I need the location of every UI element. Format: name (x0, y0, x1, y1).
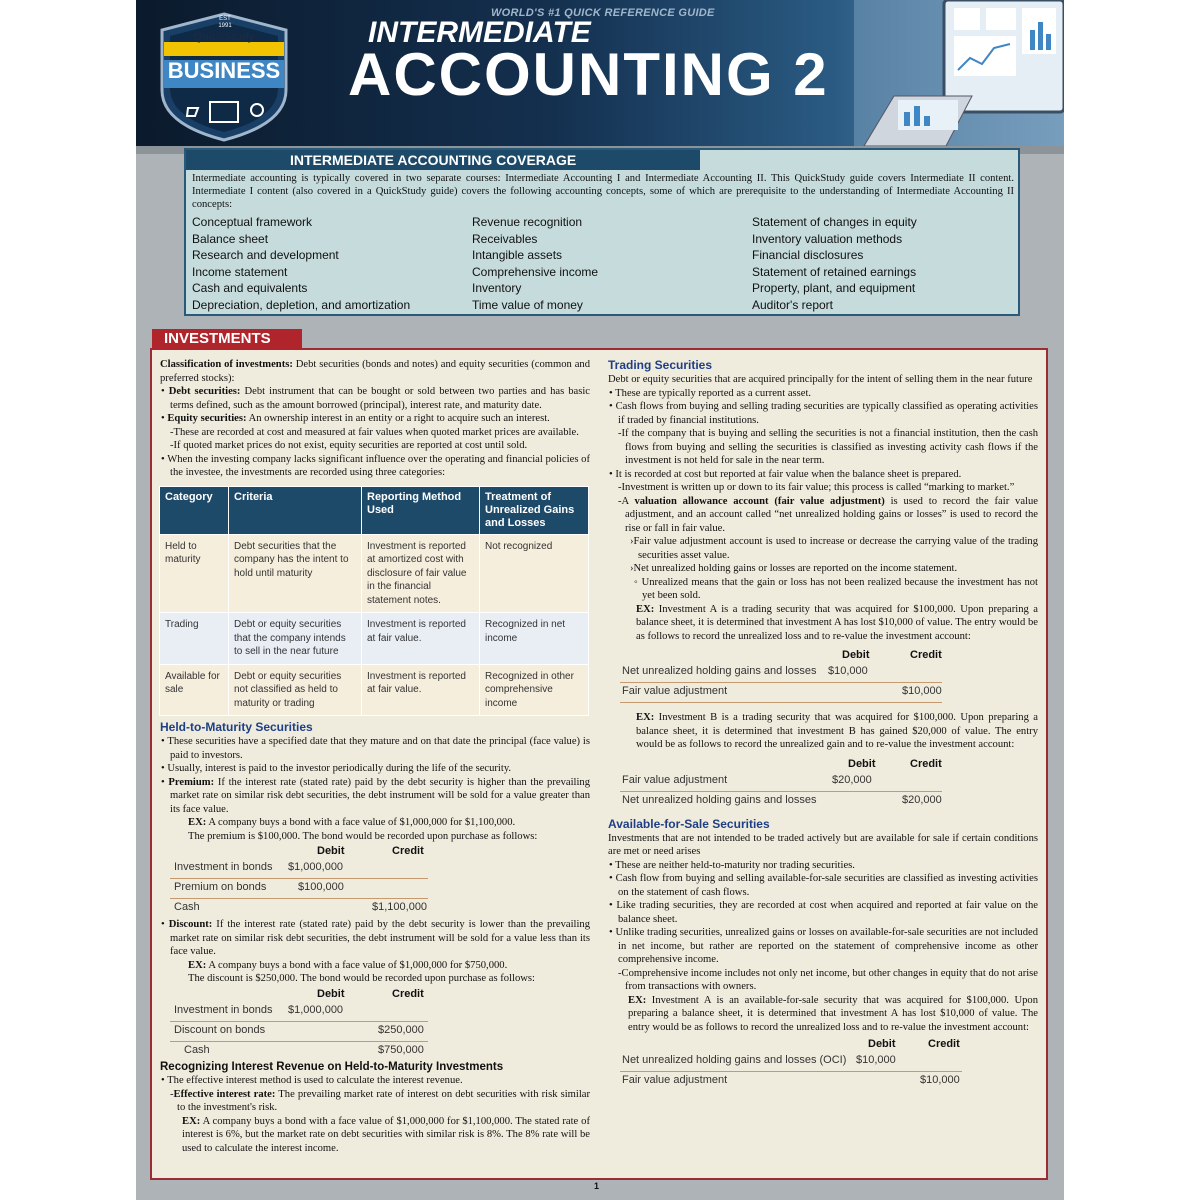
rec-b1: The effective interest method is used to calculate the interest revenue. (167, 1075, 463, 1086)
table-cell: Debt or equity securities not classified as held to maturity or trading (229, 664, 362, 716)
je-credit: $10,000 (920, 1074, 960, 1086)
journal-entry-afs-a (620, 1036, 962, 1091)
badge-year: 1991 (218, 23, 232, 29)
coverage-item: Receivables (472, 231, 538, 246)
premium-ex-2: The premium is $100,000. The bond would be recorded upon purchase as follows: (188, 830, 538, 842)
je-debit-header: Debit (848, 757, 876, 770)
je-row (170, 1042, 428, 1061)
je-account: Fair value adjustment (622, 1074, 728, 1086)
coverage-item: Comprehensive income (472, 264, 599, 279)
je-row (620, 772, 942, 792)
coverage-item: Time value of money (472, 297, 583, 312)
coverage-item: Depreciation, depletion, and amortization (192, 297, 411, 312)
je-debit-header: Debit (868, 1038, 896, 1050)
ex-label: EX: (182, 1115, 201, 1127)
badge-category: BUSINESS (167, 58, 281, 83)
coverage-col-3 (752, 214, 917, 314)
je-row (620, 1072, 962, 1091)
je-account: Fair value adjustment (622, 773, 728, 786)
eff-ex: A company buys a bond with a face value of $1,000,000 for $1,100,000. The stated rate of interest is 6%, but the market rate on debt securities with similar risk is 8%. The 8% rate will be used to calculate the interest income. (182, 1115, 590, 1154)
table-cell: Debt securities that the company has the intent to hold until maturity (229, 534, 362, 613)
coverage-item: Income statement (192, 264, 288, 279)
je-account: Premium on bonds (174, 881, 267, 893)
premium-label: Premium: (168, 776, 215, 788)
trading-b3-sub5: Unrealized means that the gain or loss has not been realized because the investment has not yet been sold. (641, 576, 1038, 601)
classification-label: Classification of investments: (160, 359, 293, 370)
htm-title: Held-to-Maturity Securities (160, 720, 313, 734)
page-number: 1 (594, 1181, 600, 1191)
je-debit-header: Debit (317, 987, 345, 1000)
trading-b2: Cash flows from buying and selling trading securities are typically classified as operating activities if traded by financial institutions. (615, 401, 1038, 426)
je-account: Cash (174, 901, 200, 913)
je-row (620, 683, 942, 703)
debt-label: Debt securities: (168, 386, 241, 397)
investments-title: INVESTMENTS (152, 329, 302, 349)
table-cell: Not recognized (480, 534, 589, 613)
discount-text: If the interest rate (stated rate) paid by the debt security is lower than the prevailing market rate on similar risk debt securities, the debt instrument will be sold for a value less than its face value. (170, 919, 590, 957)
trading-b3-sub3: Fair value adjustment account is used to increase or decrease the carrying value of the trading securities asset value. (633, 536, 1038, 561)
table-header: Criteria (229, 486, 362, 534)
trading-b3: It is recorded at cost but reported at fair value when the balance sheet is prepared. (615, 468, 962, 480)
guide-sheet (136, 0, 1064, 1200)
ex-label: EX: (188, 817, 207, 828)
title-line-1: INTERMEDIATE (368, 16, 591, 49)
je-debit: $10,000 (828, 665, 868, 677)
trading-ex-b: Investment B is a trading security that was acquired for $100,000. Upon preparing a balance sheet, it is determined that investment B has gained $20,000 of value. The entry would be as follows to record the unrealized gain and to re-value the investment account: (636, 712, 1038, 750)
je-account: Discount on bonds (174, 1023, 266, 1036)
table-cell: Investment is reported at fair value. (362, 613, 480, 665)
je-row (170, 1002, 428, 1022)
afs-intro: Investments that are not intended to be traded actively but are available for sale if certain conditions are met or need arises (608, 832, 1038, 857)
coverage-item: Statement of retained earnings (752, 264, 917, 279)
je-row (620, 792, 942, 811)
tagline: WORLD'S #1 QUICK REFERENCE GUIDE (491, 7, 715, 19)
afs-b3: Like trading securities, they are recorded at cost when acquired and reported at fair value on the balance sheet. (616, 900, 1038, 925)
je-account: Cash (184, 1043, 210, 1056)
table-cell: Debt or equity securities that the company intends to sell in the near future (229, 613, 362, 665)
table-header: Treatment of Unrealized Gains and Losses (480, 486, 589, 534)
trading-title: Trading Securities (608, 358, 713, 372)
table-header: Reporting Method Used (362, 486, 480, 534)
discount-ex-2: The discount is $250,000. The bond would be recorded upon purchase as follows: (188, 973, 535, 984)
journal-entry-discount (170, 986, 428, 1061)
equity-label: Equity securities: (167, 413, 247, 424)
investments-right-column: Trading Securities Debt or equity securities that are acquired principally for the intent of selling them in the near future • These are typically reported as a current asset. • Cash flows from buying and selling trading securities are typically classified as operating activities if traded by financial institutions. -If the company that is buying and selling the securities is not a financial institution, then the cash flows from buying and selling the securities is classified as investing activity cash flows if the investment is not held for sale in the near term. • It is recorded at cost but reported at fair value when the balance sheet is prepared. -Investment is written up or down to its fair value; this process is called “marking to market.” -A valuation allowance account (fair value adjustment) is used to record the fair value adjustment, and an account called “net unrealized holding gains or losses” is used to record the rise or fall in fair value. ›Fair value adjustment account is used to increase or decrease the carrying value of the trading securities asset value. ›Net unrealized holding gains or losses are reported on the income statement. ◦ Unrealized means that the gain or loss has not been realized because the investment has not yet been sold. EX: Investment A is a trading security that was acquired for $100,000. Upon preparing a balance sheet, it is determined that investment A has lost $10,000 of value. The entry would be as follows to record the unrealized loss and to re-value the investment account: Debit Credit Net unrealized holding gains and losses $10,000 Fair value adjustment $10,000 EX: Investment B is a trading security that was acquired for $100,000. Upon preparing a balance sheet, it is determined that investment B has gained $20,000 of value. The entry would be as follows to record the unrealized gain and to re-value the investment account: Debit Credit Fair value adjustment $20,000 Net unrealized holding gains and losses $20,000 Available-for-Sale Securities Investments that are not intended to be traded actively but are available for sale if certain conditions are met or need arises • These are neither held-to-maturity nor trading securities. • Cash flow from buying and selling available-for-sale securities are classified as investing activities on the statement of cash flows. • Like trading securities, they are recorded at cost when acquired and reported at fair value on the balance sheet. • Unlike trading securities, unrealized gains or losses on available-for-sale securities are not included in net income, but rather are reported on the statement of comprehensive income as other comprehensive income. -Comprehensive income includes not only net income, but other changes in equity that do not arise from transactions with owners. EX: Investment A is an available-for-sale security that was acquired for $100,000. Upon preparing a balance sheet, it is determined that investment A has lost $10,000 of value. The entry would be as follows to record the unrealized loss and to re-value the investment account: Debit Credit Net unrealized holding gains and losses (OCI) $10,000 Fair value adjustment $10,000 (608, 358, 1038, 1091)
debt-text: Debt instrument that can be bought or sold between two parties and has basic terms defined, such as the amount borrowed (principal), interest rate, and maturity date. (170, 386, 590, 411)
journal-entry-trading-b (620, 756, 942, 811)
je-debit: $20,000 (832, 773, 872, 786)
table-header: Category (160, 486, 229, 534)
je-credit-header: Credit (392, 987, 424, 1000)
je-row (170, 859, 428, 879)
coverage-item: Statement of changes in equity (752, 215, 917, 229)
afs-b4: Unlike trading securities, unrealized gains or losses on available-for-sale securities are not included in net income, but rather are reported on the statement of comprehensive income as other comprehensive income. (615, 927, 1038, 965)
je-row (620, 663, 942, 683)
je-credit-header: Credit (910, 757, 942, 770)
trading-b3-sub2a: A (621, 495, 635, 507)
afs-b2: Cash flow from buying and selling available-for-sale securities are classified as investing activities on the statement of cash flows. (615, 873, 1039, 898)
journal-entry-trading-a (620, 647, 942, 703)
je-credit: $20,000 (902, 793, 942, 806)
je-row (620, 1052, 962, 1072)
coverage-item: Revenue recognition (472, 215, 583, 229)
investments-panel (150, 348, 1048, 1180)
table-row (160, 664, 589, 716)
trading-b1: These are typically reported as a current asset. (615, 387, 812, 399)
je-row (170, 899, 428, 918)
coverage-item: Auditor's report (752, 297, 833, 312)
htm-b2: Usually, interest is paid to the investor periodically during the life of the security. (167, 763, 512, 774)
table-cell: Held to maturity (160, 534, 229, 613)
eff-text: The prevailing market rate of interest on debt securities with risk similar to the investment's risk. (177, 1088, 590, 1113)
table-cell: Investment is reported at fair value. (362, 664, 480, 716)
coverage-panel (184, 148, 1020, 316)
journal-entry-premium (170, 843, 428, 918)
trading-b3-sub1: Investment is written up or down to its fair value; this process is called “marking to market.” (621, 482, 1015, 493)
table-cell: Investment is reported at amortized cost with disclosure of fair value in the financial statement notes. (362, 534, 480, 613)
classification-text: Debt securities (bonds and notes) and equity securities (common and preferred stocks): (160, 359, 590, 384)
laptop-chart-icon (854, 0, 1064, 146)
je-account: Fair value adjustment (622, 685, 728, 697)
coverage-item: Cash and equivalents (192, 281, 308, 296)
je-credit-header: Credit (928, 1038, 960, 1050)
trading-ex-a: Investment A is a trading security that was acquired for $100,000. Upon preparing a balance sheet, it is determined that investment A has lost $10,000 of value. The entry would be as follows to record the unrealized loss and to re-value the investment account: (636, 603, 1038, 642)
coverage-col-1 (192, 214, 410, 314)
trading-b2-sub: If the company that is buying and selling the securities is not a financial institution, then the cash flows from buying and selling the securities is classified as investing activity cash flows if the investment is not held for sale in the near term. (621, 428, 1038, 466)
coverage-item: Balance sheet (192, 231, 269, 246)
ex-label: EX: (188, 959, 207, 971)
je-debit: $10,000 (856, 1054, 896, 1066)
table-row (160, 534, 589, 613)
coverage-item: Intangible assets (472, 248, 563, 263)
investments-left-column: Classification of investments: Debt securities (bonds and notes) and equity securities (common and preferred stocks): • Debt securities: Debt instrument that can be bought or sold between two parties and has basic terms defined, such as the amount borrowed (principal), interest rate, and maturity date. • Equity securities: An ownership interest in an entity or a right to acquire such an interest. -These are recorded at cost and measured at fair values when quoted market prices are available. -If quoted market prices do not exist, equity securities are reported at cost until sold. • When the investing company lacks significant influence over the operating and financial policies of the investee, the investments are recorded using three categories: Category Criteria Reporting Method Used Treatment of Unrealized Gains and Losses Held to maturity Debt securities that the company has the intent to hold until maturity Investment is reported at amortized cost with disclosure of fair value in the financial statement notes. Not recognized Trading Debt or equity securities that the company intends to sell in the near future Investment is reported at fair value. Recognized in net income Available for sale Debt or equity securities not classified as held to maturity or trading Investment is reported at fair value. Recognized in other comprehensive income Held-to-Maturity Securities • These securities have a specified date that they mature and on that date the principal (face value) is paid to investors. • Usually, interest is paid to the investor periodically during the life of the security. • Premium: If the interest rate (stated rate) paid by the debt security is higher than the prevailing market rate on similar risk debt securities, the debt instrument will be sold for a value greater than its face value. EX: A company buys a bond with a face value of $1,000,000 for $1,100,000. The premium is $100,000. The bond would be recorded upon purchase as follows: Debit Credit Investment in bonds $1,000,000 Premium on bonds $100,000 Cash $1,100,000 • Discount: If the interest rate (stated rate) paid by the debt security is lower than the prevailing market rate on similar risk debt securities, the debt instrument will be sold for a value less than its face value. EX: A company buys a bond with a face value of $1,000,000 for $750,000. The discount is $250,000. The bond would be recorded upon purchase as follows: Debit Credit Investment in bonds $1,000,000 Discount on bonds $250,000 Cash $750,000 Recognizing Interest Revenue on Held-to-Maturity Investments • The effective interest method is used to calculate the interest revenue. -Effective interest rate: The prevailing market rate of interest on debt securities with risk similar to the investment's risk. EX: A company buys a bond with a face value of $1,000,000 for $1,100,000. The stated rate of interest is 6%, but the market rate on debt securities with similar risk is 8%. The 8% rate will be used to calculate the interest income. (160, 359, 590, 1154)
coverage-item: Inventory (472, 281, 522, 296)
je-credit: $1,100,000 (372, 901, 428, 913)
coverage-item: Inventory valuation methods (752, 231, 903, 246)
coverage-item: Financial disclosures (752, 248, 864, 263)
htm-b1: These securities have a specified date that they mature and on that date the principal (face value) is paid to investors. (167, 736, 590, 761)
valuation-allowance-term: valuation allowance account (fair value adjustment) (634, 495, 885, 507)
equity-sub-1: These are recorded at cost and measured at fair values when quoted market prices are available. (173, 426, 579, 438)
table-row (160, 613, 589, 665)
ex-label: EX: (636, 712, 655, 723)
afs-b4-sub: Comprehensive income includes not only net income, but other changes in equity that do not arise from transactions with owners. (621, 967, 1038, 992)
header-banner (136, 0, 1064, 146)
coverage-item: Research and development (192, 248, 339, 263)
recognizing-title: Recognizing Interest Revenue on Held-to-Maturity Investments (160, 1060, 504, 1073)
je-account: Investment in bonds (174, 861, 273, 873)
ex-label: EX: (636, 603, 655, 615)
je-account: Investment in bonds (174, 1003, 273, 1016)
je-debit: $100,000 (298, 881, 344, 893)
afs-b1: These are neither held-to-maturity nor trading securities. (615, 859, 855, 871)
je-debit-header: Debit (842, 649, 870, 661)
badge-brand: QuickStudy (193, 31, 255, 43)
je-debit: $1,000,000 (288, 1003, 344, 1016)
premium-ex-1: A company buys a bond with a face value of $1,000,000 for $1,100,000. (206, 817, 516, 828)
coverage-intro: Intermediate accounting is typically covered in two separate courses: Intermediate Accounting I and Intermediate Accounting II. This QuickStudy guide covers Intermediate II content. Intermediate I content (also covered in a QuickStudy guide) covers the following accounting concepts, some of which are prerequisite to the understanding of Intermediate Accounting II concepts: (192, 173, 1014, 210)
je-account: Net unrealized holding gains and losses (622, 793, 817, 806)
equity-sub-2: If quoted market prices do not exist, equity securities are reported at cost until sold. (173, 440, 528, 451)
je-credit: $10,000 (902, 685, 942, 697)
je-account: Net unrealized holding gains and losses (OCI) (622, 1054, 847, 1066)
coverage-col-2 (472, 214, 598, 314)
badge-est-label: EST (219, 16, 231, 22)
je-debit: $1,000,000 (288, 861, 344, 873)
coverage-title: INTERMEDIATE ACCOUNTING COVERAGE (186, 150, 700, 170)
je-account: Net unrealized holding gains and losses (622, 665, 817, 677)
afs-title: Available-for-Sale Securities (608, 816, 770, 831)
discount-ex-1: A company buys a bond with a face value of $1,000,000 for $750,000. (206, 959, 508, 971)
influence-text: When the investing company lacks significant influence over the operating and financial policies of the investee, the investments are recorded using three categories: (167, 453, 590, 478)
je-credit-header: Credit (392, 845, 424, 857)
coverage-item: Property, plant, and equipment (752, 281, 916, 296)
trading-b3-sub2b: is used to record the fair value adjustment, and an account called “net unrealized holding gains or losses” is used to record the rise or fall in fair value. (625, 495, 1038, 534)
premium-text: If the interest rate (stated rate) paid by the debt security is higher than the prevailing market rate on similar risk debt securities, the debt instrument will be sold for a value greater than its face value. (170, 776, 590, 815)
title-line-2: ACCOUNTING 2 (348, 41, 829, 108)
coverage-item: Conceptual framework (192, 215, 313, 229)
discount-label: Discount: (168, 919, 213, 930)
je-row (170, 1022, 428, 1042)
trading-intro: Debt or equity securities that are acquired principally for the intent of selling them in the near future (608, 374, 1033, 385)
afs-ex-a: Investment A is an available-for-sale security that was acquired for $100,000. Upon preparing a balance sheet, it is determined that investment A has lost $10,000 of value. The entry would be as follows to record the unrealized loss and to re-value the investment account: (628, 994, 1038, 1033)
table-cell: Trading (160, 613, 229, 665)
table-cell: Available for sale (160, 664, 229, 716)
table-cell: Recognized in other comprehensive income (480, 664, 589, 716)
je-credit: $750,000 (378, 1043, 424, 1056)
je-credit-header: Credit (910, 649, 942, 661)
badge-est (210, 16, 240, 30)
ex-label: EX: (628, 994, 647, 1006)
table-cell: Recognized in net income (480, 613, 589, 665)
je-credit: $250,000 (378, 1023, 424, 1036)
trading-b3-sub4: Net unrealized holding gains or losses are reported on the income statement. (633, 563, 958, 574)
categories-table (159, 486, 589, 717)
equity-text: An ownership interest in an entity or a right to acquire such an interest. (246, 413, 550, 424)
je-row (170, 879, 428, 899)
eff-label: Effective interest rate: (173, 1088, 276, 1100)
je-debit-header: Debit (317, 845, 345, 857)
